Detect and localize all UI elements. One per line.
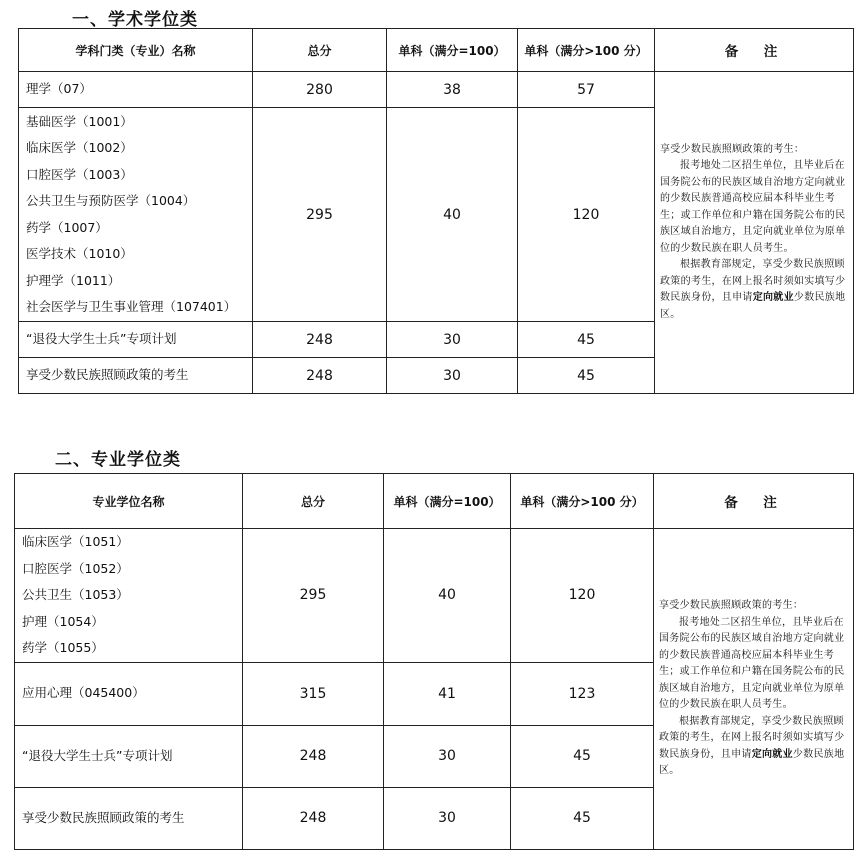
row-name: 享受少数民族照顾政策的考生 [26,367,189,383]
table-row [15,529,854,663]
row-name-cell [15,529,243,663]
row-name: 临床医学（1002） [26,140,133,155]
single-score-over-100: 57 [518,72,655,108]
row-name: 护理（1054） [22,613,104,629]
row-name: 医学技术（1010） [26,246,133,261]
single-score-100: 30 [387,322,518,358]
row-name-cell [15,725,243,787]
single-score-100: 40 [387,108,518,322]
row-name-cell [15,787,243,849]
note-paragraph-policy [660,257,849,323]
header-note: 备 注 [655,29,854,72]
total-score: 248 [253,322,387,358]
row-name: 药学（1055） [22,640,104,655]
professional-degree-table [14,473,854,850]
row-name: 公共卫生与预防医学（1004） [26,193,196,208]
table-row [19,72,854,108]
note-text: 根据教育部规定，享受少数民族照顾政策的考生，在网上报名时须如实填写少数民族身份，且申请 [659,715,845,760]
row-name: 公共卫生（1053） [22,587,129,602]
row-name-cell [19,72,253,108]
row-name: 临床医学（1051） [22,534,129,549]
single-score-over-100: 45 [511,787,654,849]
header-note: 备 注 [654,474,854,529]
single-score-100: 30 [387,358,518,394]
single-score-100: 41 [384,662,511,725]
note-text-end: 少数民族地区。 [660,292,846,320]
note-paragraph: 报考地处二区招生单位，且毕业后在国务院公布的民族区域自治地方定向就业的少数民族普通高校应届本科毕业生考生；或工作单位和户籍在国务院公布的民族区域自治地方，且定向就业单位为原单位的少数民族在职人员考生。 [660,160,846,254]
note-cell [655,72,854,394]
note-heading: 享受少数民族照顾政策的考生： [660,143,805,155]
header-name: 学科门类（专业）名称 [19,29,253,72]
row-name: 社会医学与卫生事业管理（107401） [26,299,237,314]
header-total: 总分 [243,474,384,529]
header-single-over-100: 单科（满分>100 分） [518,29,655,72]
single-score-100: 30 [384,787,511,849]
note-emphasis: 定向就业 [752,292,794,304]
single-score-over-100: 120 [511,529,654,663]
header-name: 专业学位名称 [15,474,243,529]
row-name: 口腔医学（1052） [22,560,129,576]
row-name: 药学（1007） [26,219,108,235]
single-score-100: 38 [387,72,518,108]
row-name-cell [15,662,243,725]
total-score: 315 [243,662,384,725]
note-text: 根据教育部规定，享受少数民族照顾政策的考生，在网上报名时须如实填写少数民族身份，且申请 [660,259,846,304]
row-name: 理学（07） [26,81,92,97]
row-name-cell [19,322,253,358]
single-score-over-100: 120 [518,108,655,322]
section2-title: 二、专业学位类 [55,450,181,470]
single-score-over-100: 45 [518,358,655,394]
row-name-cell [19,108,253,322]
total-score: 295 [253,108,387,322]
note-paragraph-policy [659,714,849,780]
total-score: 280 [253,72,387,108]
note-heading: 享受少数民族照顾政策的考生： [659,600,804,611]
single-score-over-100: 45 [518,322,655,358]
header-single-100: 单科（满分=100） [387,29,518,72]
row-name: “退役大学生士兵”专项计划 [26,331,177,347]
header-single-100: 单科（满分=100） [384,474,511,529]
total-score: 248 [243,787,384,849]
note-paragraph: 报考地处二区招生单位，且毕业后在国务院公布的民族区域自治地方定向就业的少数民族普通高校应届本科毕业生考生；或工作单位和户籍在国务院公布的民族区域自治地方，且定向就业单位为原单位的少数民族在职人员考生。 [659,616,845,710]
single-score-100: 30 [384,725,511,787]
total-score: 248 [253,358,387,394]
single-score-100: 40 [384,529,511,663]
row-name-cell [19,358,253,394]
row-name: “退役大学生士兵”专项计划 [22,747,173,763]
academic-degree-table [18,28,854,394]
note-emphasis: 定向就业 [751,748,793,760]
header-single-over-100: 单科（满分>100 分） [511,474,654,529]
table-header-row [19,29,854,72]
note-cell [654,529,854,850]
header-total: 总分 [253,29,387,72]
single-score-over-100: 123 [511,662,654,725]
table-header-row [15,474,854,529]
row-name: 基础医学（1001） [26,113,133,129]
section1-title: 一、学术学位类 [72,10,198,30]
total-score: 248 [243,725,384,787]
total-score: 295 [243,529,384,663]
row-name: 口腔医学（1003） [26,166,133,182]
single-score-over-100: 45 [511,725,654,787]
row-name: 护理学（1011） [26,272,121,288]
note-text-end: 少数民族地区。 [659,748,845,776]
row-name: 享受少数民族照顾政策的考生 [22,809,185,825]
row-name: 应用心理（045400） [22,685,145,701]
